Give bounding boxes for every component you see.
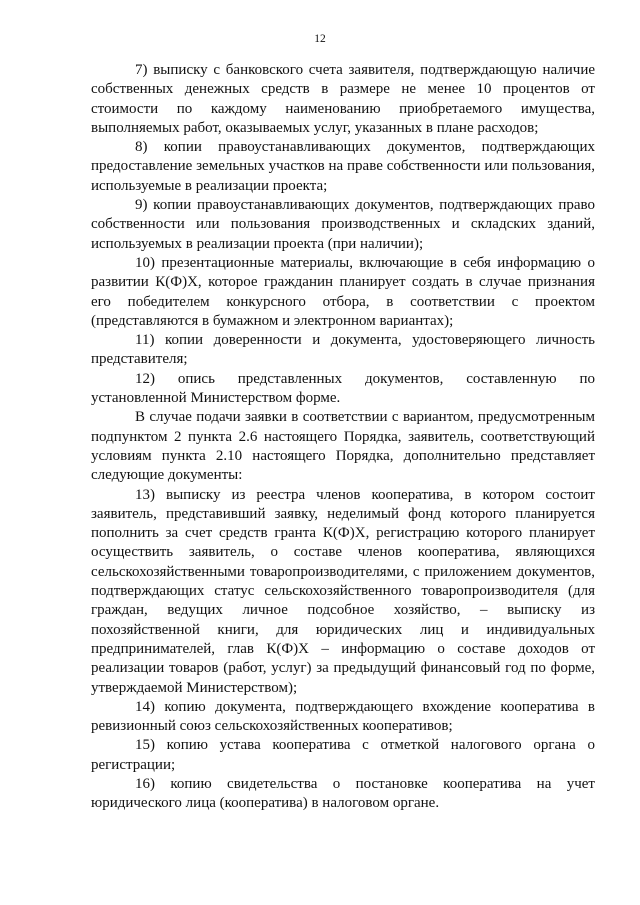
paragraph-item-9: 9) копии правоустанавливающих документов, подтверждающих право собственности или пользования производственных и складских зданий, используемых в реализации проекта (при наличии); [91, 197, 595, 252]
paragraph-item-12: 12) опись представленных документов, составленную по установленной Министерством форме. [91, 370, 595, 407]
paragraph-item-10: 10) презентационные материалы, включающие в себя информацию о развитии К(Ф)Х, которое гражданин планирует создать в случае признания его победителем конкурсного отбора, в соответствии с проектом (представляются в бумажном и электронном вариантах); [91, 254, 595, 329]
paragraph-item-8: 8) копии правоустанавливающих документов, подтверждающих предоставление земельных участков на праве собственности или пользования, используемые в реализации проекта; [91, 139, 595, 194]
paragraph-item-13: 13) выписку из реестра членов кооператива, в котором состоит заявитель, представивший заявку, неделимый фонд которого планируется пополнить за счет средств гранта К(Ф)Х, регистрацию которого планирует осуществить заявитель, о составе членов кооператива, являющихся сельскохозяйственными товаропроизводителями, с приложением документов, подтверждающих статус сельскохозяйственного товаропроизводителя (для граждан, ведущих личное подсобное хозяйство, – выписку из похозяйственной книги, для юридических лиц и индивидуальных предпринимателей, глав К(Ф)Х – информацию о составе доходов от реализации товаров (работ, услуг) за предыдущий финансовый год по форме, утверждаемой Министерством); [91, 486, 595, 696]
paragraph-item-14: 14) копию документа, подтверждающего вхождение кооператива в ревизионный союз сельскохозяйственных кооперативов; [91, 698, 595, 735]
paragraph-item-7: 7) выписку с банковского счета заявителя, подтверждающую наличие собственных денежных средств в размере не менее 10 процентов от стоимости по каждому наименованию приобретаемого имущества, выполняемых работ, оказываемых услуг, указанных в плане расходов; [91, 62, 595, 136]
paragraph-item-11: 11) копии доверенности и документа, удостоверяющего личность представителя; [91, 332, 595, 368]
document-body [91, 61, 595, 814]
paragraph-item-16: 16) копию свидетельства о постановке кооператива на учет юридического лица (кооператива) в налоговом органе. [91, 775, 595, 812]
paragraph-item-15: 15) копию устава кооператива с отметкой налогового органа о регистрации; [91, 737, 595, 773]
paragraph-variant-intro: В случае подачи заявки в соответствии с вариантом, предусмотренным подпунктом 2 пункта 2.6 настоящего Порядка, заявитель, соответствующий условиям пункта 2.10 настоящего Порядка, дополнительно представляет следующие документы: [91, 409, 595, 484]
page-number: 12 [314, 33, 326, 45]
